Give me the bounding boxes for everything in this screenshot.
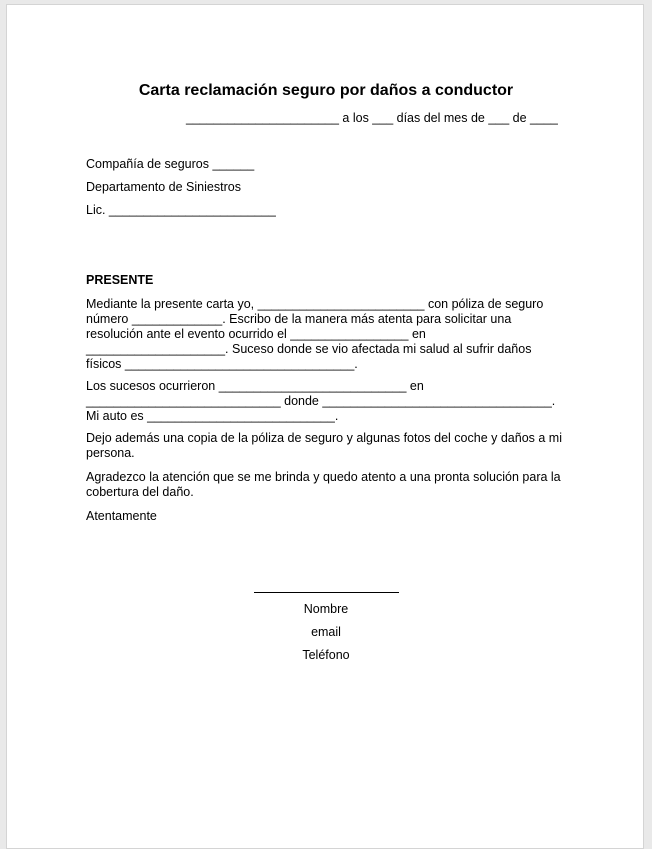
paragraph-request: Mediante la presente carta yo, ________________________ con póliza de seguro número _____________. Escribo de la manera más atenta para solicitar una resolución ante el evento ocurrido el _________________ en ____________________. Suceso donde se vio afectada mi salud al sufrir daños físicos _________________________________. (86, 297, 544, 371)
recipient-department: Departamento de Siniestros (86, 180, 241, 194)
date-line: ______________________ a los ___ días del mes de ___ de ____ (186, 111, 558, 125)
signature-email: email (311, 625, 341, 639)
recipient-lic: Lic. ________________________ (86, 203, 276, 217)
paragraph-events: Los sucesos ocurrieron ___________________________ en ____________________________ donde _________________________________. Mi auto es ___________________________. (86, 379, 556, 423)
paragraph-attachments: Dejo además una copia de la póliza de seguro y algunas fotos del coche y daños a mi persona. (86, 431, 562, 460)
closing: Atentamente (86, 509, 157, 523)
salutation: PRESENTE (86, 273, 154, 287)
recipient-company: Compañía de seguros ______ (86, 157, 255, 171)
signature-line (254, 592, 399, 593)
signature-name: Nombre (303, 602, 349, 616)
paragraph-thanks: Agradezco la atención que se me brinda y quedo atento a una pronta solución para la cobertura del daño. (86, 470, 561, 499)
signature-phone: Teléfono (302, 648, 350, 662)
document-title: Carta reclamación seguro por daños a conductor (138, 82, 514, 99)
document-page (6, 4, 644, 849)
